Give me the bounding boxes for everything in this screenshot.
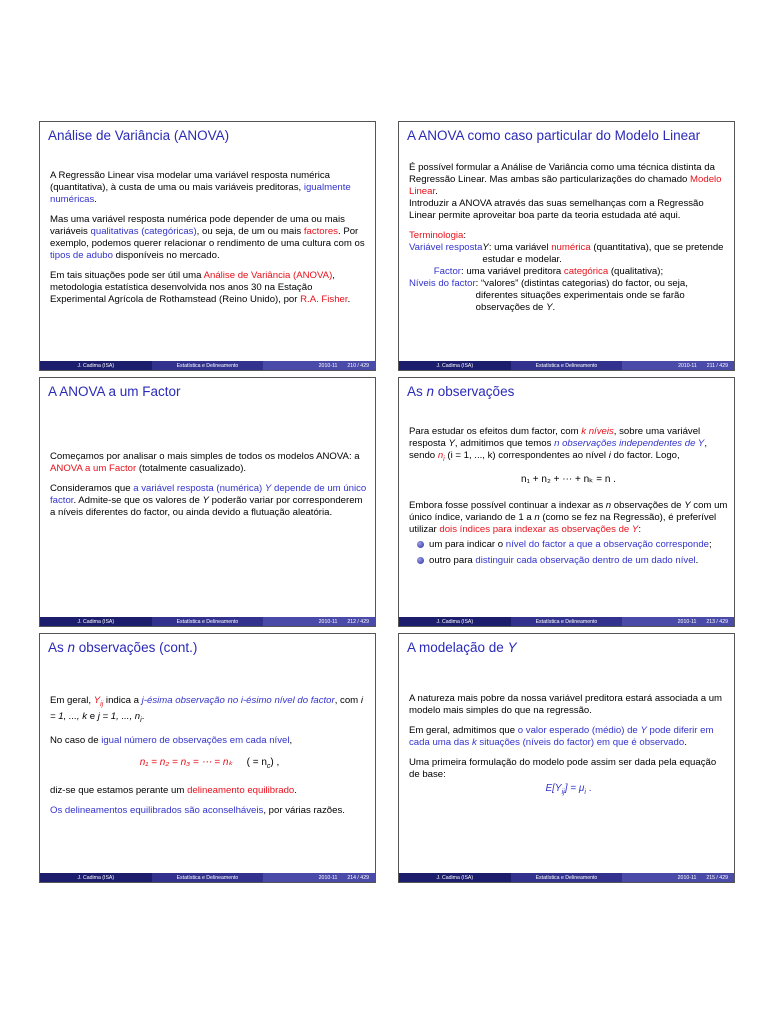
footer-page-info: 2010-11 214 / 429 xyxy=(263,873,375,882)
bullet-icon xyxy=(417,541,424,548)
slide-footer xyxy=(399,617,734,626)
paragraph: Em geral, $Y_{ij}$ indica a j-ésima observação no i-ésimo nível do factor, com i = 1, ..., k e j = 1, ..., $n_i$. xyxy=(50,695,363,724)
slide-215 xyxy=(398,633,735,883)
paragraph: Consideramos que a variável resposta (numérica) Y depende de um único factor. Admite-se que os valores de Y poderão variar por corresponderem a níveis diferentes do factor, ou ainda devido a flutuação aleatória. xyxy=(50,483,367,518)
footer-author: J. Cadima (ISA) xyxy=(40,361,152,370)
paragraph: Para estudar os efeitos dum factor, com k níveis, sobre uma variável resposta Y, admitimos que temos n observações independentes de Y, sendo $n_i$ (i = 1, ..., k) correspondentes ao nível i do factor. Logo, xyxy=(409,426,707,463)
footer-page-info: 2010-11 211 / 429 xyxy=(622,361,734,370)
footer-author: J. Cadima (ISA) xyxy=(399,361,511,370)
equation: n₁ + n₂ + ⋯ + nₖ = n . xyxy=(521,473,616,485)
footer-page-info: 2010-11 213 / 429 xyxy=(622,617,734,626)
slide-210 xyxy=(39,121,376,371)
paragraph: Introduzir a ANOVA através das suas semelhanças com a Regressão Linear permite aproveitar boa parte da teoria estudada até aqui. xyxy=(409,198,704,221)
paragraph: No caso de igual número de observações em cada nível, xyxy=(50,734,293,746)
term-row: Factor : uma variável preditora categórica (qualitativa); xyxy=(433,266,664,277)
slide-body xyxy=(50,170,369,314)
slide-footer xyxy=(40,361,375,370)
paragraph: diz-se que estamos perante um delineamento equilibrado. xyxy=(50,784,297,796)
footer-author: J. Cadima (ISA) xyxy=(40,617,152,626)
footer-author: J. Cadima (ISA) xyxy=(40,873,152,882)
footer-author: J. Cadima (ISA) xyxy=(399,617,511,626)
term-row: Níveis do factor : “valores” (distintas categorias) do factor, ou seja, diferentes situações experimentais onde se farão observações de Y. xyxy=(409,278,688,313)
slide-footer xyxy=(40,873,375,882)
slide-body xyxy=(409,426,728,571)
term-row: Variável resposta Y: uma variável numérica (quantitativa), que se pretende estudar e modelar. xyxy=(409,242,724,265)
slide-211 xyxy=(398,121,735,371)
slide-title: A ANOVA como caso particular do Modelo Linear xyxy=(407,128,701,143)
slide-body xyxy=(50,451,369,527)
paragraph: Em tais situações pode ser útil uma Análise de Variância (ANOVA), metodologia estatística desenvolvida nos anos 30 na Estação Experimental Agrícola de Rothamstead (Reino Unido), por R.A. Fisher. xyxy=(50,270,351,305)
footer-course: Estatística e Delineamento xyxy=(152,617,264,626)
footer-course: Estatística e Delineamento xyxy=(511,617,623,626)
paragraph: Embora fosse possível continuar a indexar as n observações de Y com um único índice, variando de 1 a n (como se fez na Regressão), é preferível utilizar dois índices para indexar as observações de Y: xyxy=(409,499,728,535)
footer-course: Estatística e Delineamento xyxy=(152,873,264,882)
bullet-icon xyxy=(417,557,424,564)
slide-212 xyxy=(39,377,376,627)
paragraph: Os delineamentos equilibrados são aconselháveis, por várias razões. xyxy=(50,804,345,816)
slide-title: Análise de Variância (ANOVA) xyxy=(48,128,230,143)
paragraph: A Regressão Linear visa modelar uma variável resposta numérica (quantitativa), à custa de uma ou mais variáveis preditoras, igualmente numéricas. xyxy=(50,170,351,205)
paragraph: Mas uma variável resposta numérica pode depender de uma ou mais variáveis qualitativas (categóricas), ou seja, de um ou mais factores. Por exemplo, podemos querer relacionar o rendimento de uma cultura com os tipos de adubo disponíveis no mercado. xyxy=(50,214,365,261)
paragraph: Uma primeira formulação do modelo pode assim ser dada pela equação de base: xyxy=(409,757,717,780)
equation: $E[Y_{ij}] = \mu_i$ . xyxy=(545,783,592,796)
slide-title: A modelação de Y xyxy=(407,640,517,655)
equation: n₁ = n₂ = n₃ = ⋯ = nₖ ( = $n_c$) , xyxy=(139,756,280,770)
footer-author: J. Cadima (ISA) xyxy=(399,873,511,882)
footer-course: Estatística e Delineamento xyxy=(511,873,623,882)
footer-course: Estatística e Delineamento xyxy=(511,361,623,370)
slide-title: As n observações xyxy=(407,384,515,399)
list-item: um para indicar o nível do factor a que a observação corresponde; xyxy=(409,539,728,551)
slide-footer xyxy=(40,617,375,626)
paragraph: É possível formular a Análise de Variância como uma técnica distinta da Regressão Linear. Mas ambas são particularizações do chamado Modelo Linear. xyxy=(409,162,722,197)
slide-213 xyxy=(398,377,735,627)
slide-footer xyxy=(399,873,734,882)
slide-title: A ANOVA a um Factor xyxy=(48,384,181,399)
slide-body xyxy=(409,693,728,799)
paragraph: Em geral, admitimos que o valor esperado (médio) de Y pode diferir em cada uma das k situações (níveis do factor) em que é observado. xyxy=(409,725,714,748)
paragraph: Começamos por analisar o mais simples de todos os modelos ANOVA: a ANOVA a um Factor (totalmente casualizado). xyxy=(50,451,360,474)
terminology-heading: Terminologia: xyxy=(409,230,467,241)
footer-page-info: 2010-11 212 / 429 xyxy=(263,617,375,626)
footer-page-info: 2010-11 215 / 429 xyxy=(622,873,734,882)
footer-course: Estatística e Delineamento xyxy=(152,361,264,370)
footer-page-info: 2010-11 210 / 429 xyxy=(263,361,375,370)
slide-214 xyxy=(39,633,376,883)
paragraph: A natureza mais pobre da nossa variável preditora estará associada a um modelo mais simples do que na regressão. xyxy=(409,693,723,716)
slide-title: As n observações (cont.) xyxy=(48,640,198,655)
slide-body xyxy=(50,695,369,825)
list-item: outro para distinguir cada observação dentro de um dado nível. xyxy=(409,555,728,567)
slide-footer xyxy=(399,361,734,370)
slide-body xyxy=(409,162,728,314)
